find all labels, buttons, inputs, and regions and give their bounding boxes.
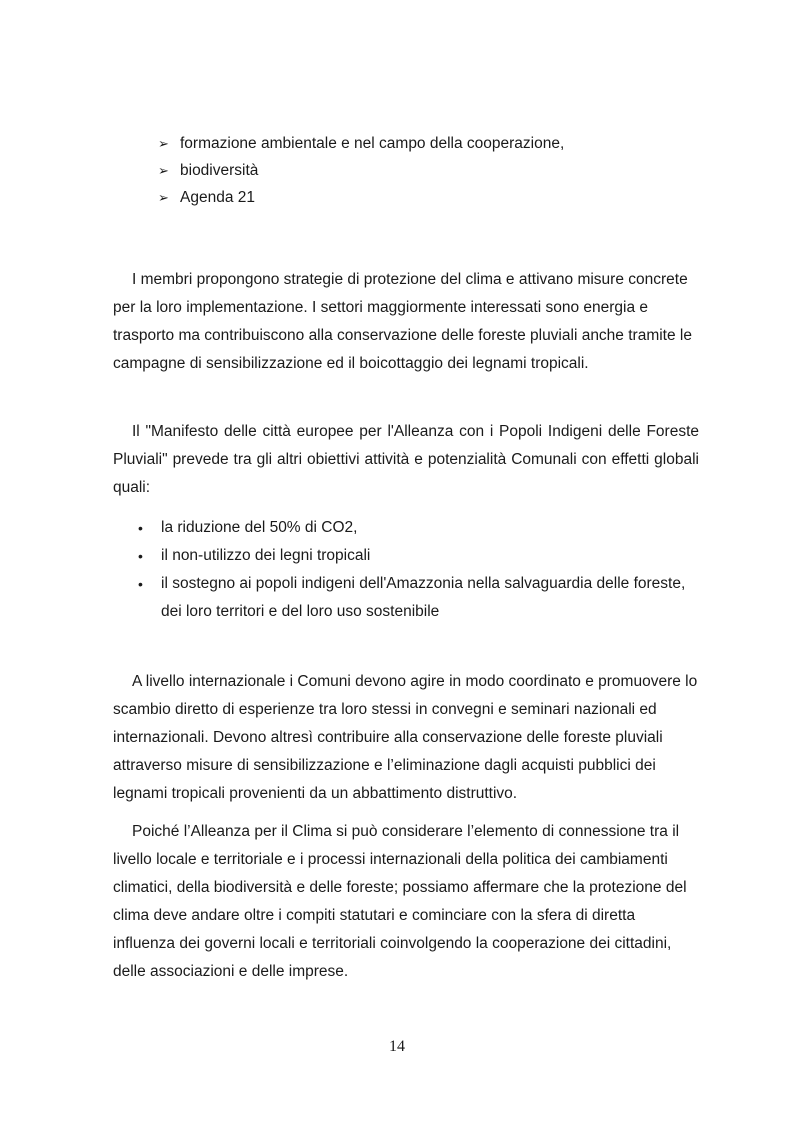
paragraph-manifesto: Il "Manifesto delle città europee per l'Alleanza con i Popoli Indigeni delle Foreste Pluviali" prevede tra gli altri obiettivi attività e potenzialità Comunali con effetti globali quali: — [113, 423, 699, 496]
arrow-bullet-list — [158, 130, 564, 211]
list-item — [138, 514, 698, 542]
list-item — [158, 130, 564, 157]
dot-bullet-icon: • — [138, 548, 143, 564]
list-item-text: il non-utilizzo dei legni tropicali — [161, 547, 371, 564]
list-item-text: la riduzione del 50% di CO2, — [161, 519, 358, 536]
list-item-text: biodiversità — [180, 162, 259, 179]
page-number: 14 — [389, 1038, 405, 1055]
dot-bullet-list — [138, 514, 698, 626]
paragraph-membri: I membri propongono strategie di protezione del clima e attivano misure concrete per la loro implementazione. I settori maggiormente interessati sono energia e trasporto ma contribuiscono alla conservazione delle foreste pluviali anche tramite le campagne di sensibilizzazione ed il boicottaggio dei legnami tropicali. — [113, 271, 692, 372]
list-item — [158, 157, 564, 184]
dot-bullet-icon: • — [138, 520, 143, 536]
arrow-bullet-icon: ➢ — [158, 163, 169, 178]
list-item — [158, 184, 564, 211]
paragraph-livello-internazionale: A livello internazionale i Comuni devono agire in modo coordinato e promuovere lo scambio diretto di esperienze tra loro stessi in convegni e seminari nazionali ed internazionali. Devono altresì contribuire alla conservazione delle foreste pluviali attraverso misure di sensibilizzazione e l’eliminazione dagli acquisti pubblici dei legnami tropicali provenienti da un abbattimento distruttivo. — [113, 673, 698, 802]
arrow-bullet-icon: ➢ — [158, 136, 169, 151]
list-item-text: il sostegno ai popoli indigeni dell'Amazzonia nella salvaguardia delle foreste, dei loro territori e del loro uso sostenibile — [161, 575, 686, 620]
dot-bullet-icon: • — [138, 576, 143, 592]
list-item-text: Agenda 21 — [180, 189, 255, 206]
arrow-bullet-icon: ➢ — [158, 190, 169, 205]
paragraph-alleanza-clima: Poiché l’Alleanza per il Clima si può considerare l’elemento di connessione tra il livello locale e territoriale e i processi internazionali della politica dei cambiamenti climatici, della biodiversità e delle foreste; possiamo affermare che la protezione del clima deve andare oltre i compiti statutari e cominciare con la sfera di diretta influenza dei governi locali e territoriali coinvolgendo la cooperazione dei cittadini, delle associazioni e delle imprese. — [113, 823, 687, 980]
list-item-text: formazione ambientale e nel campo della cooperazione, — [180, 135, 565, 152]
list-item — [138, 570, 698, 626]
list-item — [138, 542, 698, 570]
